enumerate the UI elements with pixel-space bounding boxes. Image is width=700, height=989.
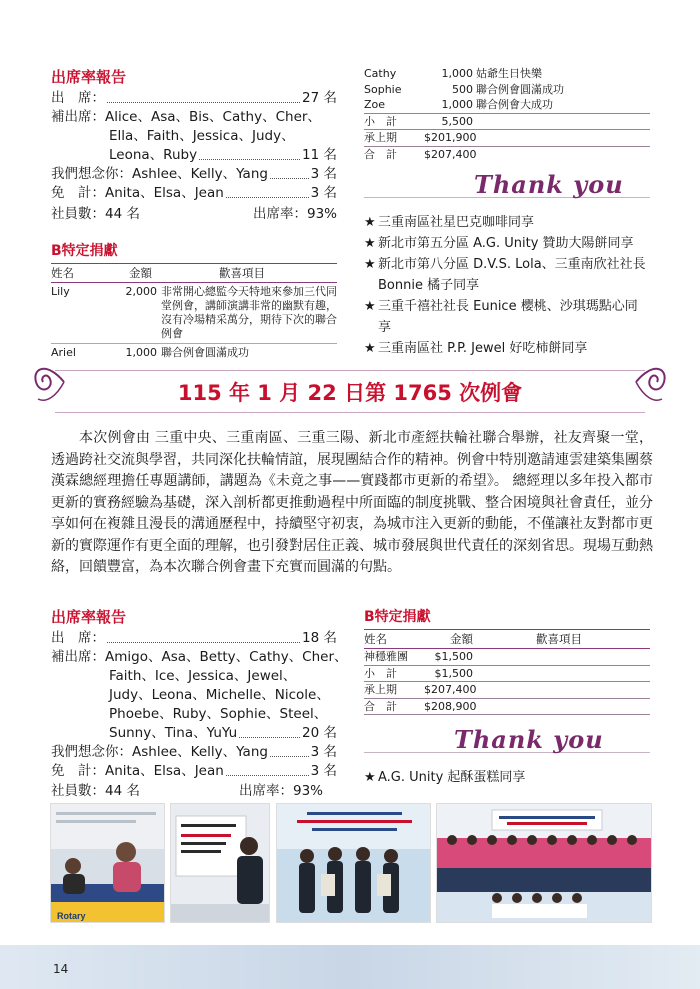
- excused-row: 免 計： Anita、Elsa、Jean 3 名: [51, 763, 337, 779]
- thank-you-heading: Thank you: [364, 170, 650, 206]
- donation-header: 姓名 金額 歡喜項目: [364, 629, 650, 649]
- thank-list: [364, 212, 650, 359]
- list-item: ★ 三重南區社 P.P. Jewel 好吃柿餅同享: [364, 338, 650, 359]
- ledger-row: Sophie 500 聯合例會圓滿成功: [364, 82, 564, 96]
- meeting-photo-1: [50, 803, 165, 923]
- star-icon: ★: [364, 341, 376, 356]
- excused-row: 免 計： Anita、Elsa、Jean 3 名: [51, 185, 337, 201]
- meeting-photo-3: [276, 803, 431, 923]
- banner-bottom-line: [55, 412, 645, 413]
- rotary-sign: Rotary: [57, 911, 86, 921]
- attendance-section-1: 出席率報告 出 席： 27 名 補出席： Alice、Asa、Bis、Cathy、Cher、 Ella、Faith、Jessica、Judy、 Leona、Ruby 11 名 我們想念你： Ashlee、Kelly、Yang 3 名 免 計： Anita、Elsa、Jean 3 名 社員數：44 名 出席率：93% B特定捐獻 姓名 金額 歡喜項目 Lily 2,000 非常開心總監今天特地來參加三代同堂例會，講師演講非常的幽默有趣，沒有冷場精采萬分，期待下次的聯合例會 Ariel 1,000 聯合例會圓滿成功: [51, 66, 337, 362]
- banner-top-line: [55, 370, 645, 371]
- subtotal-row: 小 計 5,500: [364, 114, 650, 131]
- meeting-paragraph: 本次例會由 三重中央、三重南區、三重三陽、新北市產經扶輪社聯合舉辦，社友齊聚一堂，透過跨社交流與學習，共同深化扶輪情誼，展現團結合作的精神。例會中特別邀請連雲建築集團蔡漢霖總經理擔任專題講師，講題為《未竟之事——實踐都市更新的希望》。 總經理以多年投入都市更新的實務經驗為基礎，深入剖析都更推動過程中所面臨的制度挑戰、整合困境與社會責任，並分享如何在複雜且漫長的溝通歷程中，持續堅守初衷，為城市注入更新的動能，不僅讓社友對都市更新的實際運作有更全面的理解，也引發對居住正義、城市發展與世代責任的深刻省思。現場互動熱絡，回饋豐富，為本次聯合例會畫下充實而圓滿的句點。: [51, 430, 653, 575]
- ledger-row: Cathy 1,000 姑爺生日快樂: [364, 67, 542, 80]
- present-row: 出 席： 18 名: [51, 630, 337, 646]
- page-footer-band: [0, 945, 700, 989]
- carry-row: 承上期 $207,400: [364, 682, 650, 699]
- donation-title: B特定捐獻: [51, 243, 118, 259]
- carry-row: 承上期 $201,900: [364, 130, 650, 147]
- page-number: 14: [53, 962, 69, 976]
- thank-list: [364, 767, 650, 788]
- star-icon: ★: [364, 236, 376, 251]
- star-icon: ★: [364, 257, 376, 272]
- donation-section-2: [364, 606, 650, 788]
- list-item: ★ 新北市第八分區 D.V.S. Lola、三重南欣社社長 Bonnie 橘子同享: [364, 254, 650, 296]
- star-icon: ★: [364, 770, 376, 785]
- attendance-title: 出席率報告: [51, 608, 127, 626]
- attendance-section-2: 出席率報告 出 席： 18 名 補出席： Amigo、Asa、Betty、Cathy、Cher、 Faith、Ice、Jessica、Jewel、 Judy、Leona、Michelle、Nicole、 Phoebe、Ruby、Sophie、Steel、 Sunny、Tina、YuYu 20 名 我們想念你： Ashlee、Kelly、Yang 3 名 免 計： Anita、Elsa、Jean 3 名 社員數：44 名 出席率：93%: [51, 608, 348, 799]
- donation-title: B特定捐獻: [364, 609, 431, 625]
- star-icon: ★: [364, 215, 376, 230]
- makeup-row: 補出席： Alice、Asa、Bis、Cathy、Cher、: [51, 109, 321, 125]
- star-icon: ★: [364, 299, 376, 314]
- donation-header: 姓名 金額 歡喜項目: [51, 263, 337, 283]
- attendance-title: 出席率報告: [51, 68, 127, 86]
- present-row: 出 席： 27 名: [51, 90, 337, 106]
- meeting-photo-2: [170, 803, 270, 923]
- ledger-row: Zoe 1,000 聯合例會大成功: [364, 97, 650, 114]
- thank-you-heading: Thank you: [364, 725, 650, 761]
- members-row: 社員數：44 名 出席率：93%: [51, 206, 337, 222]
- list-item: ★ 三重南區社星巴克咖啡同享: [364, 212, 650, 233]
- ledger-section-1: [364, 66, 650, 359]
- list-item: ★ 三重千禧社社長 Eunice 櫻桃、沙琪瑪點心同享: [364, 296, 650, 338]
- total-row: 合 計 $207,400: [364, 147, 477, 161]
- subtotal-row: 小 計 $1,500: [364, 666, 650, 683]
- miss-row: 我們想念你： Ashlee、Kelly、Yang 3 名: [51, 744, 337, 760]
- total-row: 合 計 $208,900: [364, 699, 650, 716]
- donation-row: Lily 2,000 非常開心總監今天特地來參加三代同堂例會，講師演講非常的幽默有趣，沒有冷場精采萬分，期待下次的聯合例會: [51, 285, 337, 340]
- meeting-photo-4: [436, 803, 652, 923]
- members-row: 社員數：44 名 出席率：93%: [51, 783, 323, 799]
- meeting-title: 115 年 1 月 22 日第 1765 次例會: [177, 381, 523, 405]
- miss-row: 我們想念你： Ashlee、Kelly、Yang 3 名: [51, 166, 337, 182]
- list-item: ★ 新北市第五分區 A.G. Unity 贊助大陽餅同享: [364, 233, 650, 254]
- donation-row: 神穩雅團 $1,500: [364, 649, 650, 666]
- makeup-row: 補出席： Amigo、Asa、Betty、Cathy、Cher、: [51, 649, 348, 665]
- donation-row: Ariel 1,000 聯合例會圓滿成功: [51, 343, 337, 362]
- list-item: ★ A.G. Unity 起酥蛋糕同享: [364, 767, 650, 788]
